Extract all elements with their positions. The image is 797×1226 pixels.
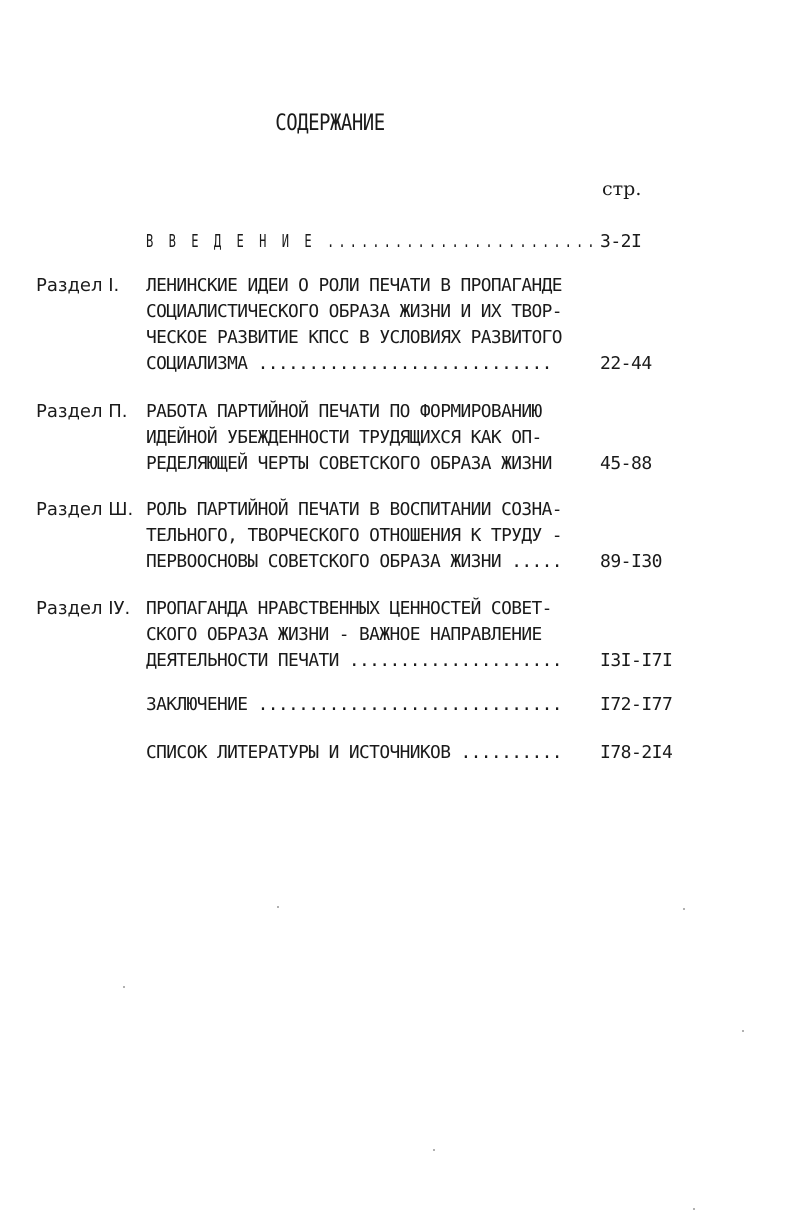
scan-speck bbox=[693, 1208, 695, 1210]
toc-page-range: I3I-I7I bbox=[600, 650, 673, 671]
toc-line: СПИСОК ЛИТЕРАТУРЫ И ИСТОЧНИКОВ .......... bbox=[146, 742, 562, 763]
scan-speck bbox=[277, 906, 279, 908]
toc-line: РАБОТА ПАРТИЙНОЙ ПЕЧАТИ ПО ФОРМИРОВАНИЮ bbox=[146, 401, 542, 422]
toc-line: ЧЕСКОЕ РАЗВИТИЕ КПСС В УСЛОВИЯХ РАЗВИТОГО bbox=[146, 327, 562, 348]
toc-line: РОЛЬ ПАРТИЙНОЙ ПЕЧАТИ В ВОСПИТАНИИ СОЗНА- bbox=[146, 499, 562, 520]
toc-line: ЗАКЛЮЧЕНИЕ .............................. bbox=[146, 694, 562, 715]
scan-speck bbox=[683, 908, 685, 910]
toc-page-range: 45-88 bbox=[600, 453, 652, 474]
toc-section-prefix: Раздел Ш. bbox=[36, 499, 134, 520]
page-column-label: стр. bbox=[602, 178, 642, 200]
toc-page-range: 3-2I bbox=[600, 231, 642, 252]
toc-line: ПРОПАГАНДА НРАВСТВЕННЫХ ЦЕННОСТЕЙ СОВЕТ- bbox=[146, 598, 552, 619]
toc-entry-text bbox=[146, 740, 602, 766]
toc-line: СОЦИАЛИСТИЧЕСКОГО ОБРАЗА ЖИЗНИ И ИХ ТВОР- bbox=[146, 301, 562, 322]
toc-line: СКОГО ОБРАЗА ЖИЗНИ - ВАЖНОЕ НАПРАВЛЕНИЕ bbox=[146, 624, 542, 645]
toc-line: РЕДЕЛЯЮЩЕЙ ЧЕРТЫ СОВЕТСКОГО ОБРАЗА ЖИЗНИ bbox=[146, 453, 552, 474]
toc-line: ПЕРВООСНОВЫ СОВЕТСКОГО ОБРАЗА ЖИЗНИ ..... bbox=[146, 551, 562, 572]
toc-entry-text bbox=[146, 399, 602, 477]
toc-section-prefix: Раздел П. bbox=[36, 401, 128, 422]
toc-entry-text bbox=[146, 692, 602, 718]
toc-section-prefix: Раздел IУ. bbox=[36, 598, 131, 619]
toc-entry-text bbox=[146, 596, 602, 674]
toc-section-prefix: Раздел I. bbox=[36, 275, 120, 296]
toc-line: ИДЕЙНОЙ УБЕЖДЕННОСТИ ТРУДЯЩИХСЯ КАК ОП- bbox=[146, 427, 542, 448]
toc-line: СОЦИАЛИЗМА ............................. bbox=[146, 353, 552, 374]
toc-page-range: 89-I30 bbox=[600, 551, 663, 572]
toc-entry-text bbox=[146, 229, 602, 255]
toc-entry-text bbox=[146, 497, 602, 575]
scan-speck bbox=[742, 1030, 744, 1032]
toc-entry-text bbox=[146, 273, 602, 377]
toc-page-range: I72-I77 bbox=[600, 694, 673, 715]
toc-line: ДЕЯТЕЛЬНОСТИ ПЕЧАТИ ..................... bbox=[146, 650, 562, 671]
toc-line: ТЕЛЬНОГО, ТВОРЧЕСКОГО ОТНОШЕНИЯ К ТРУДУ - bbox=[146, 525, 562, 546]
document-title: СОДЕРЖАНИЕ bbox=[275, 110, 385, 136]
toc-page-range: I78-2I4 bbox=[600, 742, 673, 763]
scan-speck bbox=[433, 1149, 435, 1151]
toc-line: ЛЕНИНСКИЕ ИДЕИ О РОЛИ ПЕЧАТИ В ПРОПАГАНДЕ bbox=[146, 275, 562, 296]
scan-speck bbox=[123, 986, 125, 988]
toc-page-range: 22-44 bbox=[600, 353, 652, 374]
toc-line: В В Е Д Е Н И Е ........................ bbox=[146, 231, 599, 252]
